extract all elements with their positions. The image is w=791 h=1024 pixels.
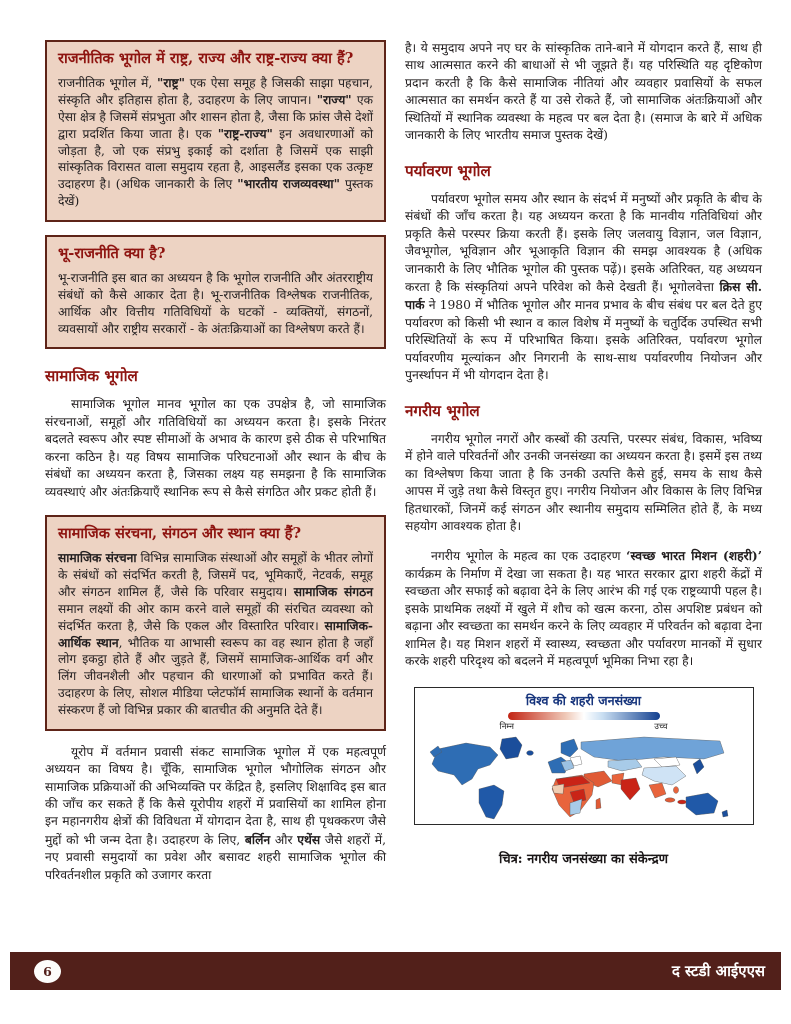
right-column [405,40,762,896]
paragraph-environment-geography: पर्यावरण भूगोल समय और स्थान के संदर्भ में मनुष्यों और प्रकृति के बीच के संबंधों की जाँच करता है। यह अध्ययन करता है कि मानवीय गतिविधियां और प्रकृति कैसे परस्पर क्रिया करती हैं। इसके लिए जलवायु विज्ञान, जल विज्ञान, जैवभूगोल, भूविज्ञान और भूआकृति विज्ञान की समझ आवश्यक है (अधिक जानकारी के लिए भौतिक भूगोल की पुस्तक पढ़ें)। इसके अतिरिक्त, यह अध्ययन करता है कि संस्कृतियां अपने परिवेश को कैसे देखती हैं। भूगोलवेत्ता क्रिस सी. पार्क ने 1980 में भौतिक भूगोल और मानव प्रभाव के बीच संबंध पर बल देते हुए पर्यावरण को किसी भी स्थान व काल विशेष में मनुष्यों के चतुर्दिक उपस्थित सभी परिस्थितियों के रूप में परिभाषित किया। इसके अतिरिक्त, पर्यावरण भूगोल पर्यावरणीय मूल्यांकन और निगरानी के साथ-साथ पर्यावरणीय नियोजन और पुनर्स्थापन में भी योगदान देता है। [405,191,762,383]
legend-labels [500,721,668,732]
box-heading: सामाजिक संरचना, संगठन और स्थान क्या हैं? [58,525,302,543]
concept-box-social-structure [45,515,386,731]
brand-name: द स्टडी आईएएस [671,962,765,980]
paragraph-social-geography: सामाजिक भूगोल मानव भूगोल का एक उपक्षेत्र है, जो सामाजिक संरचनाओं, समूहों और गतिविधियों का अध्ययन करता है। इसके निरंतर बदलते स्वरूप और स्पष्ट सीमाओं के अभाव के कारण इसे ठीक से परिभाषित करना कठिन है। यह विषय सामाजिक परिघटनाओं और स्थान के बीच के संबंधों का अध्ययन करता है, जिसका लक्ष्य यह समझना है कि सामाजिक व्यवस्थाएं और अंतःक्रियाएँ स्थानिक रूप से कैसे संगठित और प्रकट होती हैं। [45,397,386,499]
box-heading: भू-राजनीति क्या है? [58,244,166,262]
left-column [45,40,386,896]
box-heading: राजनीतिक भूगोल में राष्ट्र, राज्य और राष्ट्र-राज्य क्या हैं? [58,50,354,67]
section-heading-social-geography: सामाजिक भूगोल [45,367,138,386]
world-urban-population-figure [414,687,754,825]
footer-bar [10,952,781,990]
paragraph-migrant-continuation: है। ये समुदाय अपने नए घर के सांस्कृतिक ताने-बाने में योगदान करते हैं, साथ ही साथ आत्मसात करने की बाधाओं से भी जूझते हैं। यह परिस्थिति यह दृष्टिकोण प्रदान करती है कि कैसे सामाजिक नीतियां और व्यवहार प्रवासियों के सफल आत्मसात का समर्थन करते हैं या उसे रोकते हैं, जो सामाजिक अंतःक्रियाओं और स्थितियों में स्थानिक व्यवस्था के महत्व पर बल देता है। (समाज के बारे में अधिक जानकारी के लिए भारतीय समाज पुस्तक देखें) [405,41,762,143]
figure-caption: चित्र: नगरीय जनसंख्या का संकेन्द्रण [498,851,669,867]
box-body: राजनीतिक भूगोल में, "राष्ट्र" एक ऐसा समूह है जिसकी साझा पहचान, संस्कृति और इतिहास होता है, उदाहरण के लिए जापान। "राज्य" एक ऐसा क्षेत्र है जिसमें संप्रभुता और शासन होता है, जैसा कि फ्रांस जैसे देशों द्वारा प्रदर्शित किया जाता है। एक "राष्ट्र-राज्य" इन अवधारणाओं को जोड़ता है, जो एक संप्रभु इकाई को दर्शाता है जिसमें एक साझी सांस्कृतिक विरासत वाला समुदाय रहता है, आइसलैंड इसका एक उत्कृष्ट उदाहरण है। (अधिक जानकारी के लिए "भारतीय राजव्यवस्था" पुस्तक देखें) [58,76,373,209]
box-body: भू-राजनीति इस बात का अध्ययन है कि भूगोल राजनीति और अंतरराष्ट्रीय संबंधों को कैसे आकार देता है। भू-राजनीतिक विश्लेषक राजनीतिक, आर्थिक और वित्तीय गतिविधियों के घटकों - व्यक्तियों, संगठनों, व्यवसायों और राष्ट्रीय सरकारों - के अंतःक्रियाओं का विश्लेषण करते हैं। [58,271,373,336]
paragraph-urban-geography-1: नगरीय भूगोल नगरों और कस्बों की उत्पत्ति, परस्पर संबंध, विकास, भविष्य में होने वाले परिवर्तनों और उनकी जनसंख्या का अध्ययन करता है। इसमें इस तथ्य का विश्लेषण किया जाता है कि उनकी उत्पत्ति कैसे हुई, समय के साथ कैसे आपस में जुड़े तथा कैसे विस्तृत हुए। नगरीय नियोजन और विकास के लिए विभिन्न हितधारकों, जिनमें कई संगठन और स्थानीय समुदाय सम्मिलित होते हैं, के मध्य सहयोग आवश्यक होता है। [405,431,762,533]
page-number-badge: 6 [34,960,61,983]
figure-title: विश्व की शहरी जनसंख्या [525,692,642,708]
section-heading-urban-geography: नगरीय भूगोल [405,401,480,420]
paragraph-migrant-crisis: यूरोप में वर्तमान प्रवासी संकट सामाजिक भूगोल में एक महत्वपूर्ण अध्ययन का विषय है। चूँकि, सामाजिक भूगोल भौगोलिक संगठन और सामाजिक प्रक्रियाओं की अभिव्यक्ति पर केंद्रित है, इसलिए शिक्षाविद इस बात की जाँच कर सकते हैं कि कैसे यूरोपीय शहरों में प्रवासियों का शामिल होना इन महानगरीय क्षेत्रों की विविधता में योगदान देता है, साथ ही पृथक्करण जैसे मुद्दों को भी जन्म देता है। उदाहरण के लिए, बर्लिन और एथेंस जैसे शहरों में, नए प्रवासी समुदायों का प्रवेश और बसावट शहरी सामाजिक भूगोल की परिवर्तनशील प्रकृति को उजागर करता [45,744,386,882]
legend-gradient-bar [508,712,660,720]
legend-high-label: उच्च [654,721,668,732]
paragraph-urban-geography-2: नगरीय भूगोल के महत्व का एक उदाहरण ‘स्वच्छ भारत मिशन (शहरी)’ कार्यक्रम के निर्माण में देखा जा सकता है। यह भारत सरकार द्वारा शहरी केंद्रों में स्वच्छता और सफाई को बढ़ावा देने के लिए आरंभ की गई एक राष्ट्रव्यापी पहल है। इसके प्राथमिक लक्ष्यों में खुले में शौच को खत्म करना, ठोस अपशिष्ट प्रबंधन को बढ़ाना और स्वच्छता का समर्थन करने के लिए व्यवहार में परिवर्तन को बढ़ावा देना शामिल है। यह मिशन शहरों में स्वास्थ्य, स्वच्छता और पर्यावरण मानकों में सुधार करके शहरी परिदृश्य को बदलने में महत्वपूर्ण भूमिका निभा रहा है। [405,548,762,669]
legend-low-label: निम्न [499,721,515,732]
world-choropleth-map [421,734,747,822]
concept-box-nation-state [45,40,386,222]
section-heading-environment-geography: पर्यावरण भूगोल [405,161,491,180]
concept-box-geopolitics [45,235,386,350]
box-body: सामाजिक संरचना विभिन्न सामाजिक संस्थाओं और समूहों के भीतर लोगों के संबंधों को संदर्भित करती है, जिसमें पद, भूमिकाएँ, नेटवर्क, समूह और संगठन शामिल हैं, जैसे कि परिवार समुदाय। सामाजिक संगठन समान लक्ष्यों की ओर काम करने वाले समूहों की संरचित व्यवस्था को संदर्भित करता है, जैसे कि एकल और विस्तारित परिवार। सामाजिक-आर्थिक स्थान, भौतिक या आभासी स्वरूप का वह स्थान होता है जहाँ लोग इकट्ठा होते हैं और जुड़ते हैं, जिसमें सामाजिक-आर्थिक वर्ग और लिंग जीवनशैली और पहचान की धारणाओं को प्रभावित करते हैं। उदाहरण के लिए, सोशल मीडिया प्लेटफॉर्म सामाजिक स्थानों के वर्तमान संस्करण हैं जो विभिन्न प्रकार की बातचीत की अनुमति देते हैं। [58,551,374,717]
